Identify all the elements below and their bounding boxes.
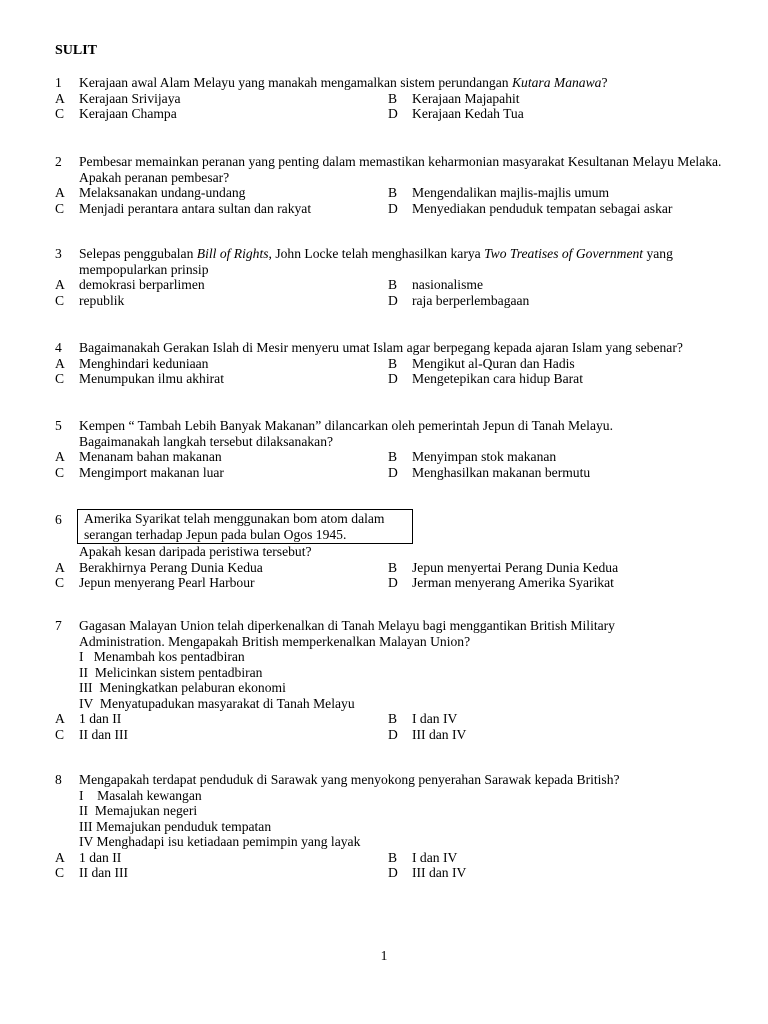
statement-i: I Masalah kewangan (79, 787, 202, 803)
question-stem: Gagasan Malayan Union telah diperkenalkan di Tanah Melayu bagi menggantikan British Military Administration. Mengapakah British memperkenalkan Malayan Union? (79, 618, 615, 649)
question-number: 7 (55, 618, 62, 633)
statement-iii: III Memajukan penduduk tempatan (79, 818, 272, 834)
question-4: 4 Bagaimanakah Gerakan Islah di Mesir menyeru umat Islam agar berpegang kepada ajaran Islam yang sebenar? A Menghindari keduniaan B Mengikut al-Quran dan Hadis C Menumpukan ilmu akhirat D Mengetepikan cara hidup Barat (55, 340, 683, 386)
statement-ii: II Melicinkan sistem pentadbiran (79, 664, 263, 680)
question-number: 1 (55, 75, 62, 90)
statement-ii: II Memajukan negeri (79, 803, 198, 818)
question-6: 6 Amerika Syarikat telah menggunakan bom atom dalam serangan terhadap Jepun pada bulan Ogos 1945. Apakah kesan daripada peristiwa tersebut? A Berakhirnya Perang Dunia Kedua B Jepun menyertai Perang Dunia Kedua C Jepun menyerang Pearl Harbour D Jerman menyerang Amerika Syarikat (55, 511, 619, 590)
question-stem: Pembesar memainkan peranan yang penting dalam memastikan keharmonian masyarakat Kesultanan Melayu Melaka. Apakah peranan pembesar? (79, 154, 722, 185)
question-number: 8 (55, 772, 62, 787)
header-label: SULIT (55, 43, 98, 58)
statement-i: I Menambah kos pentadbiran (79, 649, 245, 664)
question-5: 5 Kempen “ Tambah Lebih Banyak Makanan” dilancarkan oleh pemerintah Jepun di Tanah Melayu. Bagaimanakah langkah tersebut dilaksanakan? A Menanam bahan makanan B Menyimpan stok makanan C Mengimport makanan luar D Menghasilkan makanan bermutu (55, 418, 613, 480)
question-stem: Kerajaan awal Alam Melayu yang manakah mengamalkan sistem perundangan Kutara Manawa? (79, 75, 608, 90)
question-7: 7 Gagasan Malayan Union telah diperkenalkan di Tanah Melayu bagi menggantikan British Military Administration. Mengapakah British memperkenalkan Malayan Union? I Menambah kos pentadbiran II Melicinkan sistem pentadbiran III Meningkatkan pelaburan ekonomi IV Menyatupadukan masyarakat di Tanah Melayu A 1 dan II B I dan IV C II dan III D III dan IV (55, 618, 735, 742)
statement-iii: III Meningkatkan pelaburan ekonomi (79, 680, 286, 695)
question-number: 5 (55, 418, 62, 433)
question-number: 4 (55, 340, 62, 355)
question-8: 8 Mengapakah terdapat penduduk di Sarawak yang menyokong penyerahan Sarawak kepada British? I Masalah kewangan II Memajukan negeri III Memajukan penduduk tempatan IV Menghadapi isu ketiadaan pemimpin yang layak A 1 dan II B I dan IV C II dan III D III dan IV (55, 772, 735, 881)
question-stem: Selepas penggubalan Bill of Rights, John Locke telah menghasilkan karya Two Treatises of Government yang mempopularkan prinsip (79, 246, 673, 277)
question-stem: Apakah kesan daripada peristiwa tersebut? (79, 544, 312, 559)
question-number: 2 (55, 154, 62, 169)
question-stem: Mengapakah terdapat penduduk di Sarawak yang menyokong penyerahan Sarawak kepada British? (79, 772, 620, 787)
question-1: 1 Kerajaan awal Alam Melayu yang manakah mengamalkan sistem perundangan Kutara Manawa? A Kerajaan Srivijaya B Kerajaan Majapahit C Kerajaan Champa D Kerajaan Kedah Tua (55, 75, 608, 121)
page-number: 1 (380, 948, 388, 963)
stimulus-box: Amerika Syarikat telah menggunakan bom atom dalam serangan terhadap Jepun pada bulan Ogos 1945. (77, 509, 413, 544)
question-number: 3 (55, 246, 62, 261)
question-stem: Kempen “ Tambah Lebih Banyak Makanan” dilancarkan oleh pemerintah Jepun di Tanah Melayu. Bagaimanakah langkah tersebut dilaksanakan? (79, 418, 613, 449)
statement-iv: IV Menghadapi isu ketiadaan pemimpin yang layak (79, 834, 361, 849)
question-2: 2 Pembesar memainkan peranan yang penting dalam memastikan keharmonian masyarakat Kesultanan Melayu Melaka. Apakah peranan pembesar? A Melaksanakan undang-undang B Mengendalikan majlis-majlis umum C Menjadi perantara antara sultan dan rakyat D Menyediakan penduduk tempatan sebagai askar (55, 154, 722, 216)
question-3: 3 Selepas penggubalan Bill of Rights, John Locke telah menghasilkan karya Two Treatises of Government yang mempopularkan prinsip A demokrasi berparlimen B nasionalisme C republik D raja berperlembagaan (55, 246, 673, 308)
question-stem: Bagaimanakah Gerakan Islah di Mesir menyeru umat Islam agar berpegang kepada ajaran Islam yang sebenar? (79, 340, 683, 355)
question-number: 6 (55, 512, 62, 527)
statement-iv: IV Menyatupadukan masyarakat di Tanah Melayu (79, 695, 355, 711)
